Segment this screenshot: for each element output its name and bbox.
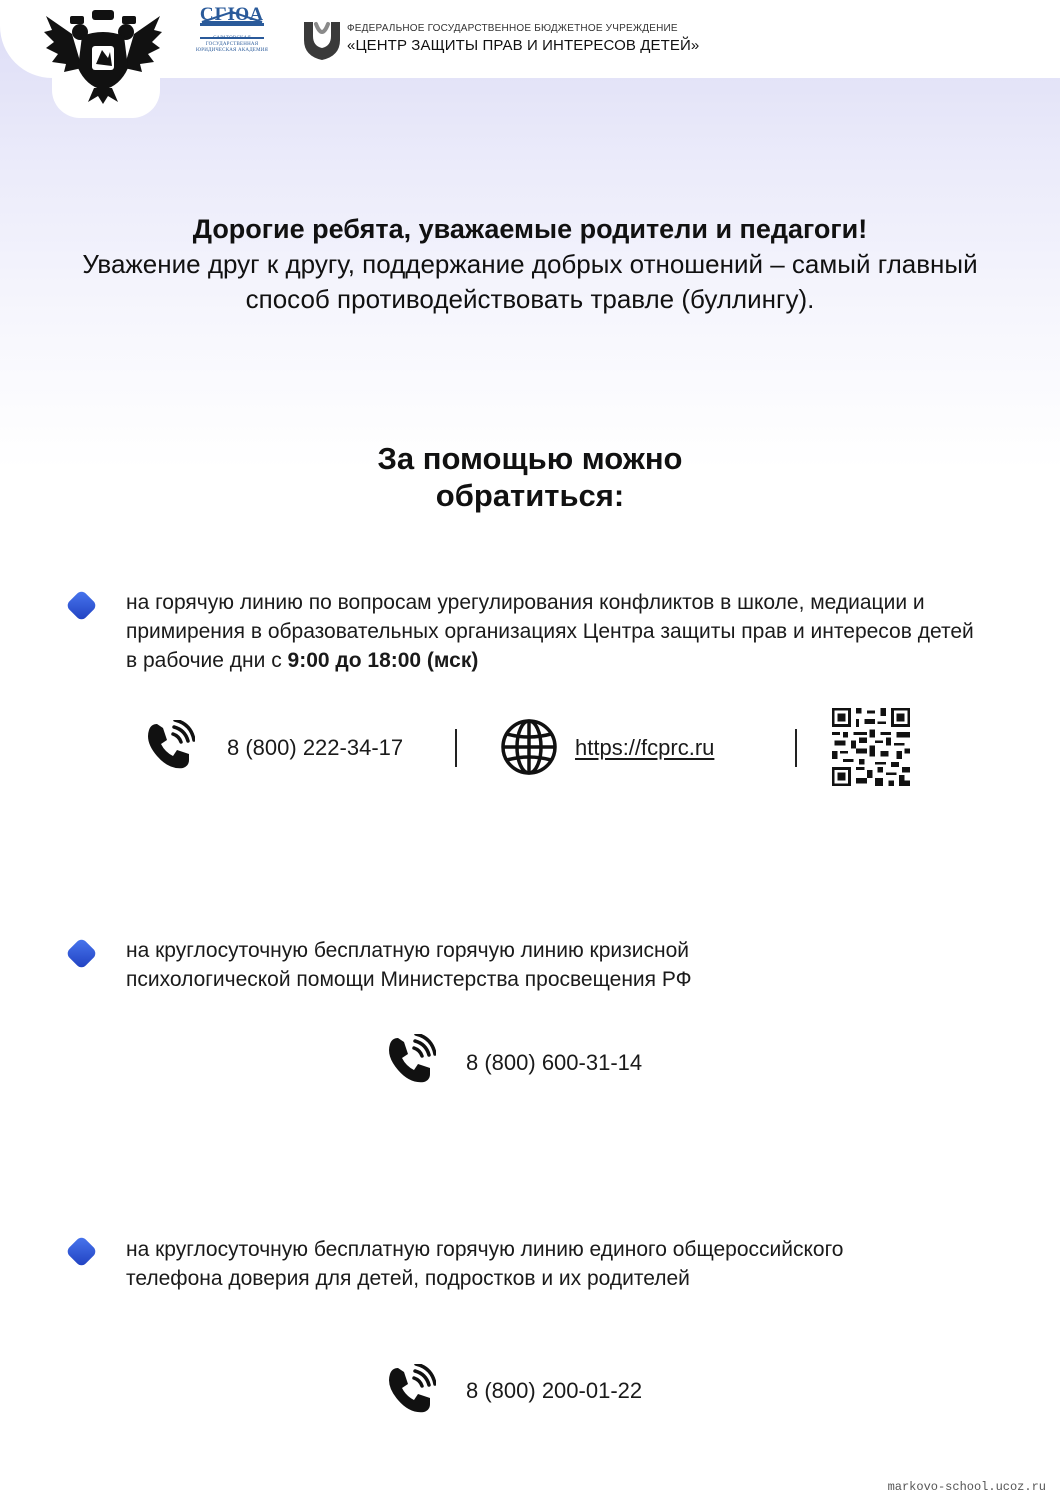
sgua-subtitle: САРАТОВСКАЯ ГОСУДАРСТВЕННАЯ ЮРИДИЧЕСКАЯ АКАДЕМИЯ bbox=[195, 36, 269, 53]
center-name bbox=[347, 23, 699, 54]
child-protection-logo-icon bbox=[301, 18, 343, 62]
item-1-hours: 9:00 до 18:00 (мск) bbox=[287, 649, 479, 672]
bullet-icon bbox=[65, 937, 98, 970]
phone-number[interactable]: 8 (800) 222-34-17 bbox=[227, 735, 404, 760]
watermark: markovo-school.ucoz.ru bbox=[887, 1480, 1046, 1494]
item-1-text bbox=[126, 588, 986, 675]
bullet-icon bbox=[65, 589, 98, 622]
center-title: «ЦЕНТР ЗАЩИТЫ ПРАВ И ИНТЕРЕСОВ ДЕТЕЙ» bbox=[347, 37, 700, 54]
item-1-description: на горячую линию по вопросам урегулирования конфликтов в школе, медиации и примирения в образовательных организациях Центра защиты прав и интересов детей в рабочие дни с bbox=[126, 591, 974, 672]
phone-icon bbox=[384, 1364, 436, 1416]
phone-icon bbox=[143, 720, 195, 772]
divider bbox=[455, 729, 457, 767]
intro-heading: Дорогие ребята, уважаемые родители и педагоги! bbox=[192, 214, 868, 244]
sgua-logo bbox=[192, 4, 272, 72]
phone-icon bbox=[384, 1034, 436, 1086]
divider bbox=[795, 729, 797, 767]
center-subtitle: ФЕДЕРАЛЬНОЕ ГОСУДАРСТВЕННОЕ БЮДЖЕТНОЕ УЧРЕЖДЕНИЕ bbox=[347, 23, 678, 34]
help-heading-line-1: За помощью можно bbox=[377, 441, 683, 476]
item-3-text: на круглосуточную бесплатную горячую линию единого общероссийского телефона доверия для детей, подростков и их родителей bbox=[126, 1238, 844, 1290]
item-2-text: на круглосуточную бесплатную горячую линию кризисной психологической помощи Министерства просвещения РФ bbox=[126, 939, 692, 991]
phone-number[interactable]: 8 (800) 600-31-14 bbox=[466, 1050, 643, 1075]
intro-body: Уважение друг к другу, поддержание добрых отношений – самый главный способ противодействовать травле (буллингу). bbox=[82, 249, 978, 314]
globe-icon bbox=[500, 718, 558, 776]
qr-code-icon[interactable] bbox=[832, 708, 910, 786]
russian-double-headed-eagle-icon bbox=[42, 6, 164, 106]
phone-number[interactable]: 8 (800) 200-01-22 bbox=[466, 1378, 643, 1403]
help-heading-line-2: обратиться: bbox=[435, 478, 625, 513]
website-link[interactable]: https://fcprc.ru bbox=[575, 735, 715, 760]
bullet-icon bbox=[65, 1235, 98, 1268]
intro bbox=[0, 211, 1060, 317]
sgua-name: СГЮА bbox=[199, 4, 265, 25]
help-heading bbox=[0, 440, 1060, 514]
